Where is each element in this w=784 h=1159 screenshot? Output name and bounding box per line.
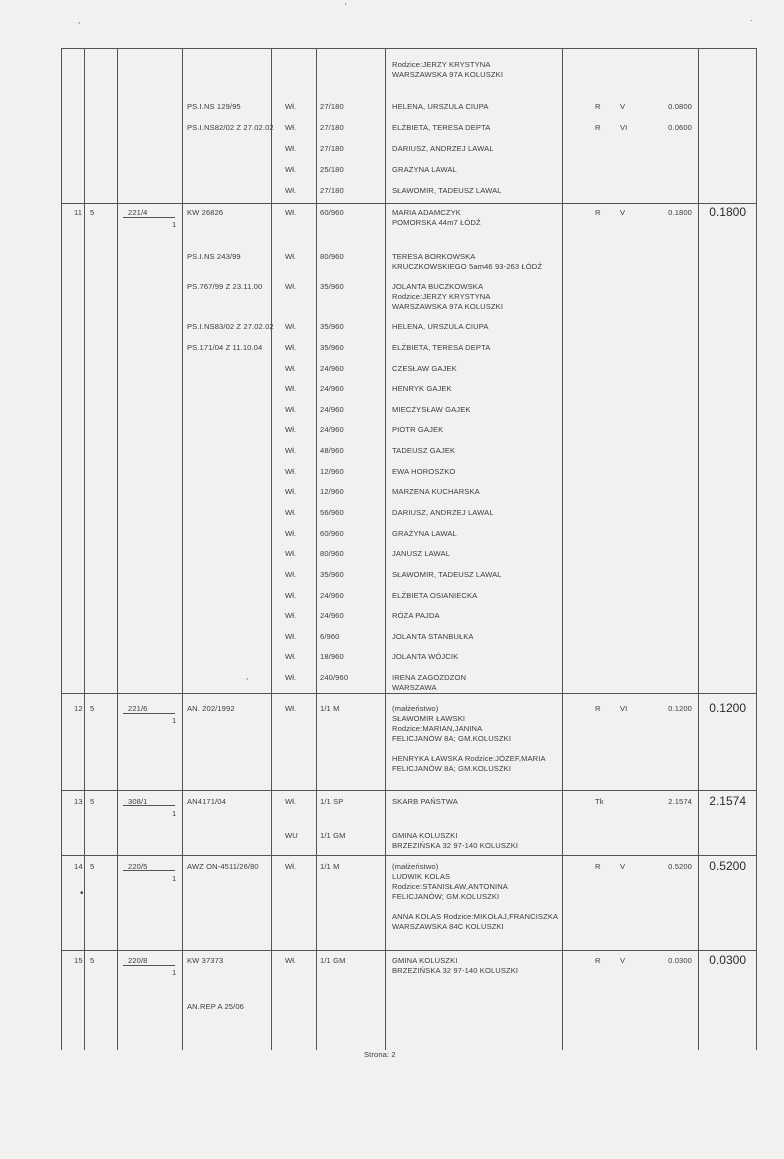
obreb-number: 5	[90, 797, 95, 806]
row-reference: PS.I.NS82/02 Z 27.02.02	[187, 123, 274, 132]
area-total: 0.5200	[709, 859, 746, 873]
row-owner: GMINA KOLUSZKI BRZEZIŃSKA 32 97-140 KOLUSZKI	[392, 831, 519, 850]
header-text: Rodzice:JERZY KRYSTYNA WARSZAWSKA 97A KOLUSZKI	[392, 60, 504, 79]
parcel-number: 220/5	[128, 862, 148, 871]
lp-number: 11	[74, 208, 83, 217]
column-rule	[61, 48, 62, 1050]
row-share: 1/1 M	[320, 862, 340, 871]
row-owner: GRAŻYNA LAWAL	[392, 165, 457, 174]
row-right-type: Wł.	[285, 446, 297, 455]
row-share: 1/1 GM	[320, 956, 346, 965]
obreb-number: 5	[90, 862, 95, 871]
row-share: 6/960	[320, 632, 340, 641]
row-reference: PS.I.NS83/02 Z 27.02.02	[187, 322, 274, 331]
scan-speck: •	[80, 888, 84, 899]
section-rule	[61, 693, 756, 694]
row-owner: GRAŻYNA LAWAL	[392, 529, 457, 538]
scan-speck: ,	[78, 16, 81, 25]
kw-number: KW 26826	[187, 208, 224, 217]
section-rule	[61, 950, 756, 951]
row-soil-class: VI	[620, 123, 628, 132]
row-right-type: Wł.	[285, 797, 297, 806]
row-right-type: Wł.	[285, 956, 297, 965]
row-share: 25/180	[320, 165, 344, 174]
row-owner: EWA HOROSZKO	[392, 467, 456, 476]
row-right-type: Wł.	[285, 632, 297, 641]
section-rule	[61, 855, 756, 856]
row-right-type: Wł.	[285, 165, 297, 174]
parcel-sub: 1	[172, 874, 177, 883]
area-total: 2.1574	[709, 794, 746, 808]
lp-number: 13	[74, 797, 83, 806]
section-rule	[61, 203, 756, 204]
row-owner: IRENA ZAGOZDZON WARSZAWA	[392, 673, 467, 692]
row-owner: SŁAWOMIR, TADEUSZ LAWAL	[392, 570, 502, 579]
row-owner: MARZENA KUCHARSKA	[392, 487, 480, 496]
row-right-type: Wł.	[285, 549, 297, 558]
area-value: 0.1800	[668, 208, 692, 217]
column-rule	[756, 48, 757, 1050]
parcel-number: 308/1	[128, 797, 148, 806]
row-right-type: Wł.	[285, 208, 297, 217]
row-share: 80/960	[320, 549, 344, 558]
row-share: 12/960	[320, 467, 344, 476]
parcel-sub: 1	[172, 716, 177, 725]
row-right-type: Wł.	[285, 282, 297, 291]
row-share: 24/960	[320, 591, 344, 600]
land-use: Tk	[595, 797, 604, 806]
obreb-number: 5	[90, 704, 95, 713]
column-rule	[117, 48, 118, 1050]
column-rule	[698, 48, 699, 1050]
row-right-type: Wł.	[285, 570, 297, 579]
row-share: 12/960	[320, 487, 344, 496]
row-right-type: Wł.	[285, 144, 297, 153]
row-owner: MARIA ADAMCZYK POMORSKA 44m7 ŁÓDŹ	[392, 208, 481, 227]
row-share: 80/960	[320, 252, 344, 261]
area-total: 0.0300	[709, 953, 746, 967]
row-right-type: Wł.	[285, 186, 297, 195]
soil-class: V	[620, 862, 626, 871]
land-use: R	[595, 956, 601, 965]
row-soil-class: V	[620, 102, 626, 111]
row-right-type: Wł.	[285, 487, 297, 496]
row-owner: DARIUSZ, ANDRZEJ LAWAL	[392, 144, 494, 153]
lp-number: 14	[74, 862, 83, 871]
row-share: 35/960	[320, 282, 344, 291]
row-owner: DARIUSZ, ANDRZEJ LAWAL	[392, 508, 494, 517]
row-owner: TERESA BORKOWSKA KRUCZKOWSKIEGO 5am46 93-263 ŁÓDŹ	[392, 252, 543, 271]
obreb-number: 5	[90, 208, 95, 217]
parcel-number: 220/8	[128, 956, 148, 965]
parcel-sub: 1	[172, 968, 177, 977]
scan-speck: '	[345, 2, 347, 11]
row-share: 35/960	[320, 322, 344, 331]
row-share: 27/180	[320, 144, 344, 153]
row-share: 24/960	[320, 384, 344, 393]
area-value: 2.1574	[668, 797, 692, 806]
land-use: R	[595, 704, 601, 713]
land-use: R	[595, 208, 601, 217]
row-area: 0.0800	[668, 102, 692, 111]
row-right-type: WU	[285, 831, 298, 840]
row-share: 56/960	[320, 508, 344, 517]
area-value: 0.0300	[668, 956, 692, 965]
row-right-type: Wł.	[285, 611, 297, 620]
row-share: 24/960	[320, 405, 344, 414]
soil-class: VI	[620, 704, 628, 713]
row-right-type: Wł.	[285, 405, 297, 414]
row-right-type: Wł.	[285, 862, 297, 871]
row-owner: RÓŻA PAJDA	[392, 611, 440, 620]
row-share: 35/960	[320, 570, 344, 579]
parcel-sub: 1	[172, 809, 177, 818]
kw-number: KW 37373	[187, 956, 224, 965]
row-owner: HELENA, URSZULA CIUPA	[392, 102, 489, 111]
row-share: 27/180	[320, 186, 344, 195]
row-right-type: Wł.	[285, 252, 297, 261]
row-share: 1/1 SP	[320, 797, 344, 806]
row-share: 1/1 M	[320, 704, 340, 713]
row-land-use: R	[595, 102, 601, 111]
area-total: 0.1200	[709, 701, 746, 715]
row-right-type: Wł.	[285, 322, 297, 331]
scan-speck: ,	[246, 672, 249, 681]
row-owner: (małżeństwo) LUDWIK KOLAS Rodzice:STANISŁAW,ANTONINA FELICJANÓW; GM.KOLUSZKI ANNA KOLAS Rodzice:MIKOŁAJ,FRANCISZKA WARSZAWSKA 84C KOLUSZKI	[392, 862, 559, 931]
kw-number: AN4171/04	[187, 797, 226, 806]
row-share: 27/180	[320, 123, 344, 132]
row-share: 240/960	[320, 673, 349, 682]
row-right-type: Wł.	[285, 673, 297, 682]
row-right-type: Wł.	[285, 102, 297, 111]
row-land-use: R	[595, 123, 601, 132]
row-owner: JOLANTA BUCZKOWSKA Rodzice:JERZY KRYSTYNA WARSZAWSKA 97A KOLUSZKI	[392, 282, 504, 311]
kw-number-secondary: AN.REP A 25/06	[187, 1002, 244, 1011]
row-owner: PIOTR GAJEK	[392, 425, 444, 434]
row-right-type: Wł.	[285, 529, 297, 538]
lp-number: 15	[74, 956, 83, 965]
row-share: 60/960	[320, 529, 344, 538]
lp-number: 12	[74, 704, 83, 713]
row-share: 1/1 GM	[320, 831, 346, 840]
row-right-type: Wł.	[285, 704, 297, 713]
row-owner: JOLANTA STANBUŁKA	[392, 632, 474, 641]
row-share: 27/180	[320, 102, 344, 111]
row-owner: GMINA KOLUSZKI BRZEZIŃSKA 32 97-140 KOLUSZKI	[392, 956, 519, 975]
row-reference: PS.171/04 Z 11.10.04	[187, 343, 263, 352]
row-owner: HENRYK GAJEK	[392, 384, 452, 393]
row-right-type: Wł.	[285, 123, 297, 132]
land-use: R	[595, 862, 601, 871]
row-right-type: Wł.	[285, 508, 297, 517]
row-share: 24/960	[320, 364, 344, 373]
row-share: 60/960	[320, 208, 344, 217]
row-owner: (małżeństwo) SŁAWOMIR ŁAWSKI Rodzice:MARIAN,JANINA FELICJANÓW 8A; GM.KOLUSZKI HENRYKA ŁAWSKA Rodzice:JÓZEF,MARIA FELICJANÓW 8A; GM.KOLUSZKI	[392, 704, 546, 773]
row-owner: SŁAWOMIR, TADEUSZ LAWAL	[392, 186, 502, 195]
row-owner: TADEUSZ GAJEK	[392, 446, 456, 455]
row-reference: PS.I.NS 243/99	[187, 252, 241, 261]
row-owner: MIECZYSŁAW GAJEK	[392, 405, 471, 414]
row-share: 35/960	[320, 343, 344, 352]
row-area: 0.0600	[668, 123, 692, 132]
row-owner: HELENA, URSZULA CIUPA	[392, 322, 489, 331]
column-rule	[84, 48, 85, 1050]
parcel-number: 221/6	[128, 704, 148, 713]
row-owner: CZESŁAW GAJEK	[392, 364, 457, 373]
parcel-number: 221/4	[128, 208, 148, 217]
row-owner: ELŻBIETA, TERESA DEPTA	[392, 123, 491, 132]
parcel-sub: 1	[172, 220, 177, 229]
row-right-type: Wł.	[285, 384, 297, 393]
column-rule	[316, 48, 317, 1050]
column-rule	[271, 48, 272, 1050]
soil-class: V	[620, 956, 626, 965]
row-reference: PS.I.NS 129/95	[187, 102, 241, 111]
row-right-type: Wł.	[285, 467, 297, 476]
column-rule	[385, 48, 386, 1050]
obreb-number: 5	[90, 956, 95, 965]
row-right-type: Wł.	[285, 591, 297, 600]
row-owner: JOLANTA WÓJCIK	[392, 652, 459, 661]
row-right-type: Wł.	[285, 425, 297, 434]
row-share: 24/960	[320, 611, 344, 620]
row-right-type: Wł.	[285, 652, 297, 661]
area-value: 0.1200	[668, 704, 692, 713]
column-rule	[562, 48, 563, 1050]
table-top-rule	[61, 48, 756, 49]
row-owner: ELŻBIETA OSIANIECKA	[392, 591, 478, 600]
row-right-type: Wł.	[285, 364, 297, 373]
row-right-type: Wł.	[285, 343, 297, 352]
row-share: 48/960	[320, 446, 344, 455]
scan-speck: .	[750, 14, 753, 23]
row-share: 18/960	[320, 652, 344, 661]
row-owner: SKARB PAŃSTWA	[392, 797, 458, 806]
row-owner: JANUSZ LAWAL	[392, 549, 451, 558]
row-share: 24/960	[320, 425, 344, 434]
column-rule	[182, 48, 183, 1050]
kw-number: AN. 202/1992	[187, 704, 235, 713]
soil-class: V	[620, 208, 626, 217]
row-owner: ELŻBIETA, TERESA DEPTA	[392, 343, 491, 352]
kw-number: AWZ ON-4511/26/80	[187, 862, 259, 871]
section-rule	[61, 790, 756, 791]
area-total: 0.1800	[709, 205, 746, 219]
area-value: 0.5200	[668, 862, 692, 871]
page-footer: Strona: 2	[364, 1050, 396, 1059]
row-reference: PS.767/99 Z 23.11.00	[187, 282, 263, 291]
